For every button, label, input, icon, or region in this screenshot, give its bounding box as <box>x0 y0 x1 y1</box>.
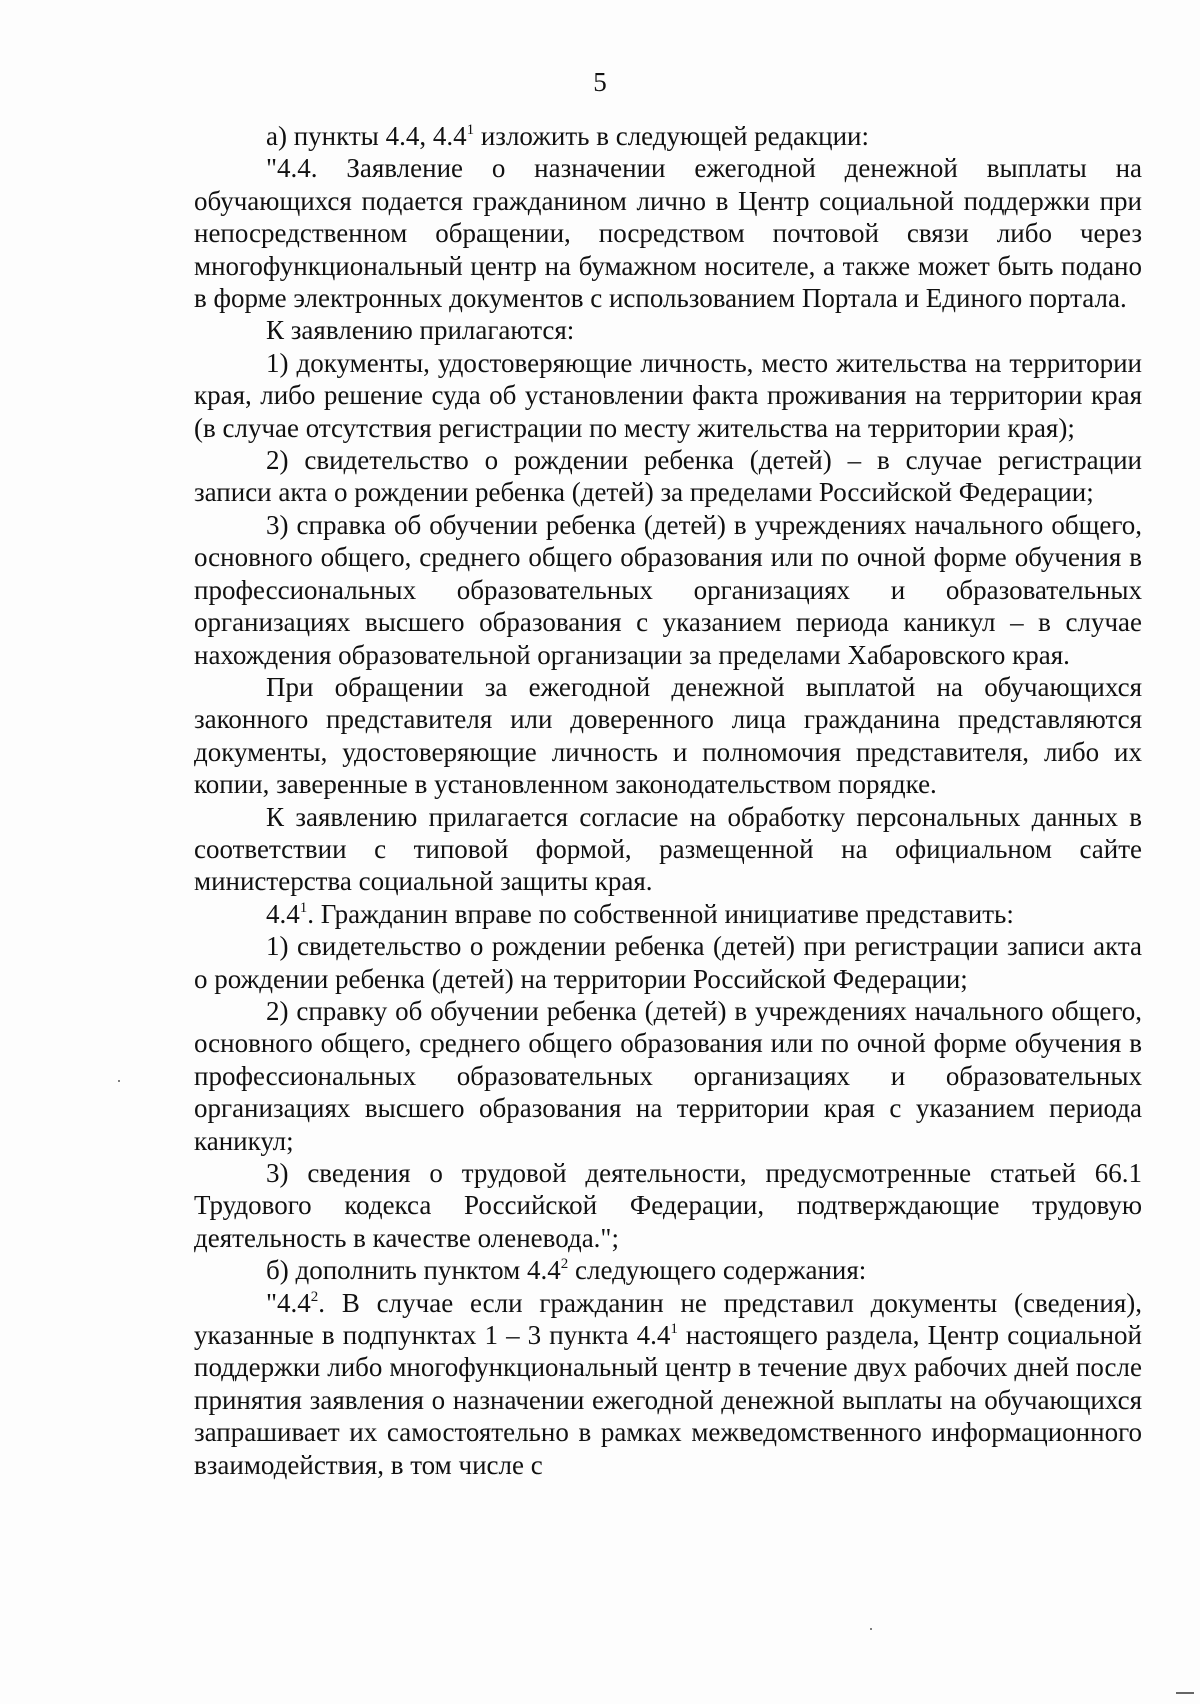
paragraph-consent: К заявлению прилагается согласие на обработку персональных данных в соответствии с типовой формой, размещенной на официальном сайте министерства социальной защиты края. <box>194 801 1142 897</box>
paragraph-4-4-2: "$4.4^2$. В случае если гражданин не представил документы (сведения), указанные в подпунктах 1 – 3 пункта $4.4^1$ настоящего раздела, Центр социальной поддержки либо многофункциональный центр в течение двух рабочих дней после принятия заявления о назначении ежегодной денежной выплаты на обучающихся запрашивает их самостоятельно в рамках межведомственного информационного взаимодействия, в том числе с <box>194 1287 1142 1480</box>
page-number: 5 <box>593 67 607 97</box>
paragraph-attachment-1: 1) документы, удостоверяющие личность, место жительства на территории края, либо решение суда об установлении факта проживания на территории края (в случае отсутствия регистрации по месту жительства на территории края); <box>194 347 1142 443</box>
scan-edge-mark <box>1176 1692 1194 1694</box>
paragraph-attachment-3: 3) справка об обучении ребенка (детей) в учреждениях начального общего, основного общего, среднего общего образования или по очной форме обучения в профессиональных образовательных организациях и образовательных организациях высшего образования с указанием периода каникул – в случае нахождения образовательной организации за пределами Хабаровского края. <box>194 509 1142 670</box>
paragraph-amendment-a: а) пункты 4.4, $4.4^1$ изложить в следующей редакции: <box>266 121 869 151</box>
document-body <box>194 120 1142 1481</box>
paragraph-attachments-intro: К заявлению прилагаются: <box>266 315 575 346</box>
paragraph-representative: При обращении за ежегодной денежной выплатой на обучающихся законного представителя или доверенного лица гражданина представляются документы, удостоверяющие личность и полномочия представителя, либо их копии, заверенные в установленном законодательством порядке. <box>194 671 1142 800</box>
paragraph-initiative-1: 1) свидетельство о рождении ребенка (детей) при регистрации записи акта о рождении ребенка (детей) на территории Российской Федерации; <box>194 931 1142 994</box>
paragraph-initiative-3: 3) сведения о трудовой деятельности, предусмотренные статьей 66.1 Трудового кодекса Российской Федерации, подтверждающие трудовую деятельность в качестве оленевода."; <box>194 1158 1142 1253</box>
paragraph-attachment-2: 2) свидетельство о рождении ребенка (детей) – в случае регистрации записи акта о рождении ребенка (детей) за пределами Российской Федерации; <box>194 445 1142 508</box>
paragraph-initiative-2: 2) справку об обучении ребенка (детей) в учреждениях начального общего, основного общего, среднего общего образования или по очной форме обучения в профессиональных образовательных организациях и образовательных организациях высшего образования на территории края с указанием периода каникул; <box>194 995 1142 1156</box>
scan-speck <box>870 1628 872 1630</box>
paragraph-4-4: "4.4. Заявление о назначении ежегодной денежной выплаты на обучающихся подается гражданином лично в Центр социальной поддержки при непосредственном обращении, посредством почтовой связи либо через многофункциональный центр на бумажном носителе, а также может быть подано в форме электронных документов с использованием Портала и Единого портала. <box>194 153 1142 314</box>
paragraph-4-4-1: $4.4^1$. Гражданин вправе по собственной инициативе представить: <box>266 898 1014 929</box>
paragraph-amendment-b: б) дополнить пунктом $4.4^2$ следующего содержания: <box>266 1255 867 1286</box>
scan-speck <box>118 1080 120 1082</box>
